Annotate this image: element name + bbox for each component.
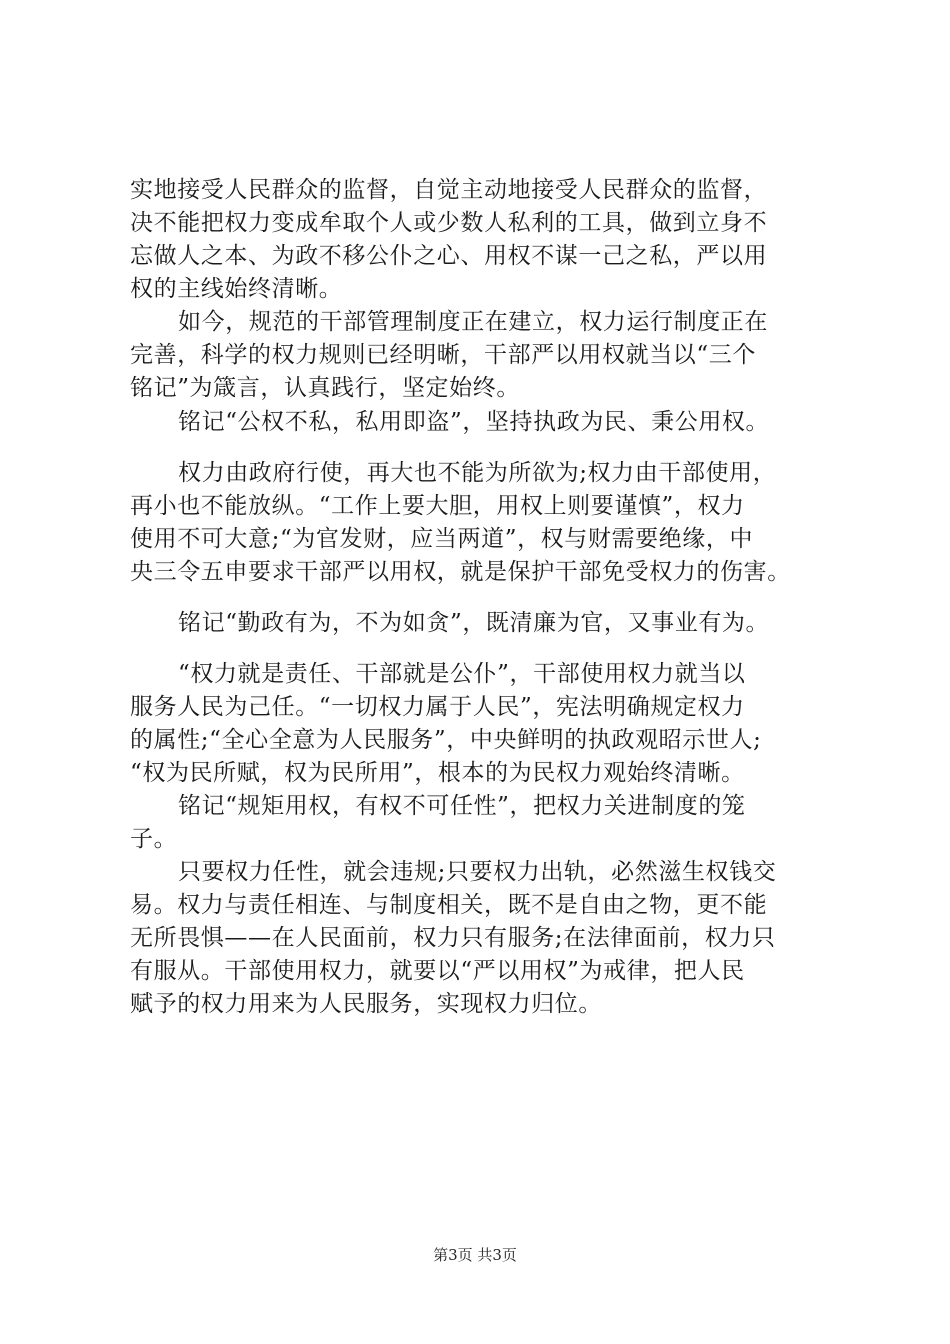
paragraph-line: 的属性;“全心全意为人民服务”，中央鲜明的执政观昭示世人; [130, 727, 762, 753]
paragraph-line: 如今，规范的干部管理制度正在建立，权力运行制度正在 [178, 309, 768, 335]
paragraph-line: 赋予的权力用来为人民服务，实现权力归位。 [130, 991, 602, 1017]
paragraph-line: 再小也不能放纵。“工作上要大胆，用权上则要谨慎”，权力 [130, 493, 745, 519]
paragraph-line: 央三令五申要求干部严以用权，就是保护干部免受权力的伤害。 [130, 559, 791, 585]
paragraph-line: 完善，科学的权力规则已经明晰，干部严以用权就当以“三个 [130, 342, 756, 368]
paragraph-line: 使用不可大意;“为官发财，应当两道”，权与财需要绝缘，中 [130, 526, 754, 552]
paragraph-line: “权为民所赋，权为民所用”，根本的为民权力观始终清晰。 [130, 760, 745, 786]
paragraph-line: 决不能把权力变成牟取个人或少数人私利的工具，做到立身不 [130, 210, 768, 236]
paragraph-line: “权力就是责任、干部就是公仆”，干部使用权力就当以 [178, 661, 746, 687]
paragraph-line: 服务人民为己任。“一切权力属于人民”，宪法明确规定权力 [130, 694, 745, 720]
paragraph-line: 忘做人之本、为政不移公仆之心、用权不谋一己之私，严以用 [130, 243, 768, 269]
paragraph-line: 铭记“规矩用权，有权不可任性”，把权力关进制度的笼 [178, 793, 746, 819]
paragraph-line: 权力由政府行使，再大也不能为所欲为;权力由干部使用， [178, 460, 777, 486]
paragraph-line: 易。权力与责任相连、与制度相关，既不是自由之物，更不能 [130, 892, 768, 918]
paragraph-line: 铭记”为箴言，认真践行，坚定始终。 [130, 375, 520, 401]
paragraph-line: 铭记“公权不私，私用即盗”，坚持执政为民、秉公用权。 [178, 409, 770, 435]
page-number-footer: 第3页 共3页 [433, 1246, 517, 1264]
paragraph-line: 无所畏惧——在人民面前，权力只有服务;在法律面前，权力只 [130, 925, 776, 951]
paragraph-line: 只要权力任性，就会违规;只要权力出轨，必然滋生权钱交 [178, 859, 777, 885]
paragraph-line: 实地接受人民群众的监督，自觉主动地接受人民群众的监督， [130, 177, 768, 203]
paragraph-line: 铭记“勤政有为，不为如贪”，既清廉为官，又事业有为。 [178, 610, 770, 636]
paragraph-line: 有服从。干部使用权力，就要以“严以用权”为戒律，把人民 [130, 958, 745, 984]
paragraph-line: 权的主线始终清晰。 [130, 276, 343, 302]
paragraph-line: 子。 [130, 826, 178, 852]
